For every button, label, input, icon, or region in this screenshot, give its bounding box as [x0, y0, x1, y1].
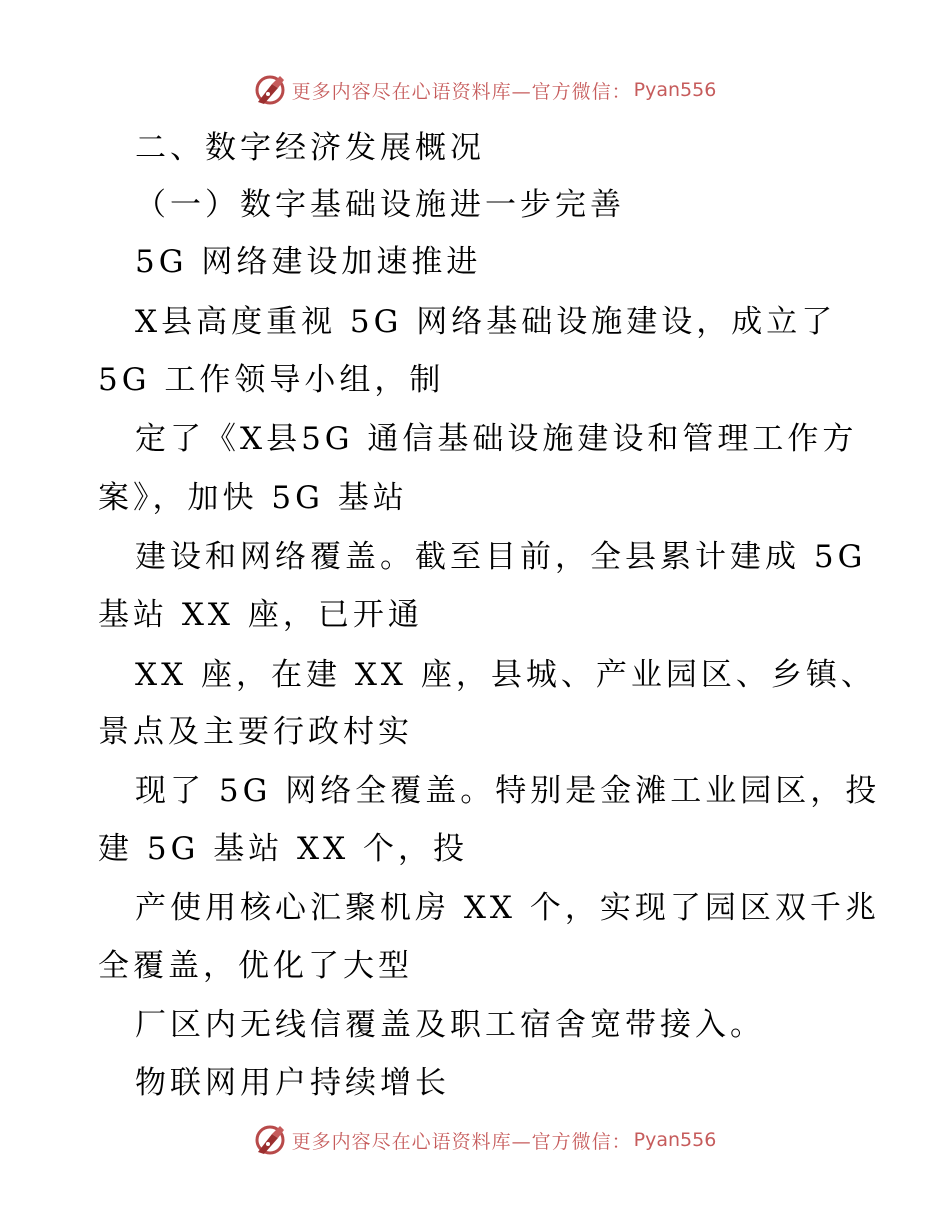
paragraph-line: 建 5G 基站 XX 个，投	[98, 831, 469, 867]
paragraph-line: 建设和网络覆盖。截至目前，全县累计建成 5G	[135, 539, 867, 575]
watermark-text: 更多内容尽在心语资料库—官方微信：	[291, 1130, 632, 1153]
paragraph-line: XX 座，在建 XX 座，县城、产业园区、乡镇、	[135, 657, 876, 693]
pen-nib-circle-icon	[252, 72, 288, 108]
paragraph-line: 案》，加快 5G 基站	[98, 480, 408, 516]
paragraph-line: 定了《X县5G 通信基础设施建设和管理工作方	[135, 421, 858, 457]
topic-heading: 5G 网络建设加速推进	[135, 244, 482, 280]
section-heading: 二、数字经济发展概况	[135, 130, 485, 166]
paragraph-line: 景点及主要行政村实	[98, 714, 413, 750]
paragraph-line: 全覆盖，优化了大型	[98, 948, 413, 984]
watermark-wechat-id: Pyan556	[633, 1129, 717, 1151]
watermark-text: 更多内容尽在心语资料库—官方微信：	[291, 80, 632, 103]
paragraph-line: 产使用核心汇聚机房 XX 个，实现了园区双千兆	[135, 890, 880, 926]
paragraph-line: 现了 5G 网络全覆盖。特别是金滩工业园区，投	[135, 773, 881, 809]
paragraph-line: X县高度重视 5G 网络基础设施建设，成立了	[135, 304, 837, 340]
topic-heading: 物联网用户持续增长	[135, 1065, 450, 1101]
subsection-heading: （一）数字基础设施进一步完善	[135, 187, 625, 223]
footer-watermark	[0, 1120, 950, 1160]
paragraph-line: 厂区内无线信覆盖及职工宿舍宽带接入。	[135, 1007, 765, 1043]
watermark-content	[252, 72, 717, 108]
watermark-content	[252, 1122, 717, 1158]
paragraph-line: 5G 工作领导小组，制	[98, 362, 445, 398]
paragraph-line: 基站 XX 座，已开通	[98, 597, 423, 633]
pen-nib-circle-icon	[252, 1122, 288, 1158]
watermark-wechat-id: Pyan556	[633, 79, 717, 101]
header-watermark	[0, 70, 950, 110]
